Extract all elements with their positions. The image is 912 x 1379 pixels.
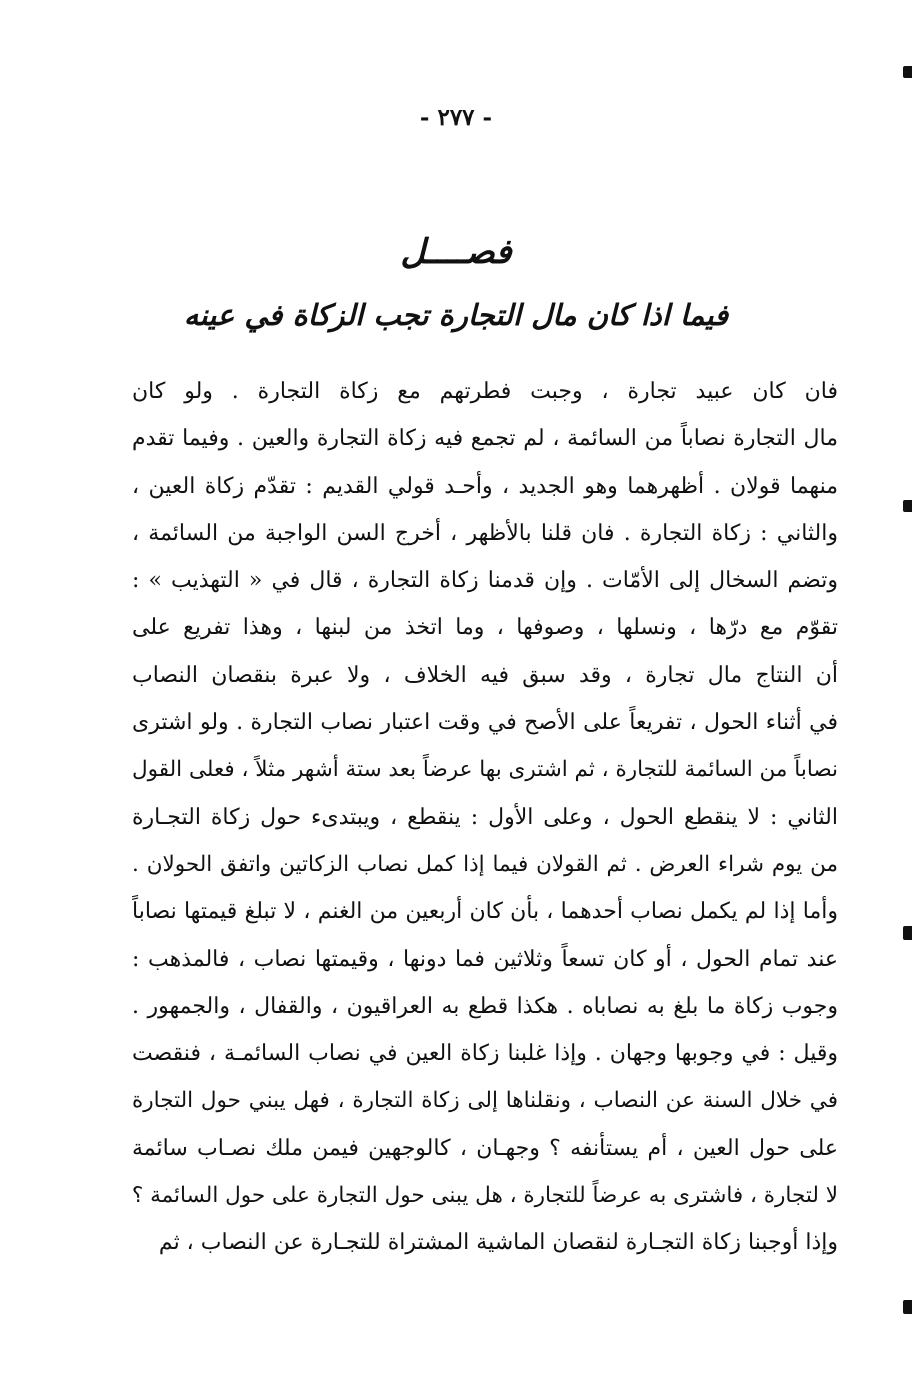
body-text	[132, 368, 838, 1267]
scan-edge-mark	[903, 1300, 912, 1314]
page-number: - ٢٧٧ -	[419, 104, 493, 131]
text-line: على حول العين ، أم يستأنفه ؟ وجهـان ، كالوجهين فيمن ملك نصـاب سائمة	[132, 1135, 838, 1161]
text-line: في أثناء الحول ، تفريعاً على الأصح في وقت اعتبار نصاب التجارة . ولو اشترى	[132, 710, 838, 736]
text-line: في خلال السنة عن النصاب ، ونقلناها إلى زكاة التجارة ، فهل يبني حول التجارة	[132, 1088, 838, 1114]
text-line: أن النتاج مال تجارة ، وقد سبق فيه الخلاف ، ولا عبرة بنقصان النصاب	[132, 662, 838, 688]
text-line: تقوّم مع درّها ، ونسلها ، وصوفها ، وما اتخذ من لبنها ، وهذا تفريع على	[132, 615, 838, 641]
text-line: نصاباً من السائمة للتجارة ، ثم اشترى بها عرضاً بعد ستة أشهر مثلاً ، فعلى القول	[132, 757, 838, 783]
text-line: عند تمام الحول ، أو كان تسعاً وثلاثين فما دونها ، وقيمتها نصاب ، فالمذهب :	[132, 946, 838, 972]
scan-edge-mark	[903, 926, 912, 940]
scan-edge-mark	[903, 66, 912, 78]
text-line: وأما إذا لم يكمل نصاب أحدهما ، بأن كان أربعين من الغنم ، لا تبلغ قيمتها نصاباً	[132, 899, 838, 925]
text-line: وإذا أوجبنا زكاة التجـارة لنقصان الماشية المشتراة للتجـارة عن النصاب ، ثم	[158, 1230, 838, 1256]
text-line: فان كان عبيد تجارة ، وجبت فطرتهم مع زكاة التجارة . ولو كان	[132, 379, 838, 404]
text-line: الثاني : لا ينقطع الحول ، وعلى الأول : ينقطع ، ويبتدىء حول زكاة التجـارة	[132, 804, 838, 830]
section-heading: فصــــل	[400, 232, 512, 272]
text-line: من يوم شراء العرض . ثم القولان فيما إذا كمل نصاب الزكاتين واتفق الحولان .	[132, 851, 838, 877]
scan-edge-mark	[903, 500, 912, 512]
chapter-title: فيما اذا كان مال التجارة تجب الزكاة في عينه	[183, 298, 729, 332]
text-line: مال التجارة نصاباً من السائمة ، لم تجمع فيه زكاة التجارة والعين . وفيما تقدم	[132, 426, 838, 452]
text-line: لا لتجارة ، فاشترى به عرضاً للتجارة ، هل يبنى حول التجارة على حول السائمة ؟	[132, 1183, 838, 1209]
text-line: وجوب زكاة ما بلغ به نصاباه . هكذا قطع به العراقيون ، والقفال ، والجمهور .	[132, 993, 838, 1019]
text-line: وتضم السخال إلى الأمّات . وإن قدمنا زكاة التجارة ، قال في « التهذيب » :	[132, 568, 838, 594]
text-line: وقيل : في وجوبها وجهان . وإذا غلبنا زكاة العين في نصاب السائمـة ، فنقصت	[132, 1041, 838, 1067]
text-line: والثاني : زكاة التجارة . فان قلنا بالأظهر ، أخرج السن الواجبة من السائمة ،	[132, 520, 838, 546]
text-line: منهما قولان . أظهرهما وهو الجديد ، وأحـد قولي القديم : تقدّم زكاة العين ،	[132, 473, 838, 499]
